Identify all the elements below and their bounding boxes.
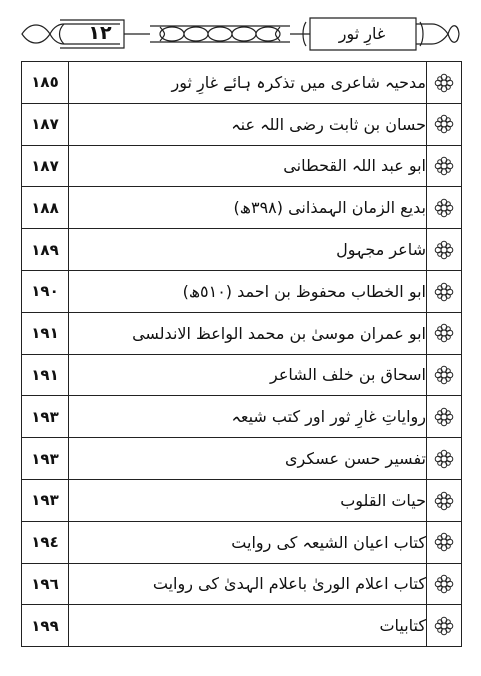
page-number-cell: ١٩١ bbox=[22, 312, 69, 354]
page-number-cell: ١٩٦ bbox=[22, 563, 69, 605]
entry-title[interactable]: شاعر مجہول bbox=[69, 229, 427, 271]
flower-icon bbox=[434, 491, 454, 511]
table-row[interactable] bbox=[22, 103, 462, 145]
page-number-cell: ١٩٤ bbox=[22, 521, 69, 563]
page-number-cell: ١٨٧ bbox=[22, 103, 69, 145]
bullet-cell bbox=[427, 521, 462, 563]
flower-icon bbox=[434, 282, 454, 302]
table-row[interactable] bbox=[22, 521, 462, 563]
table-row[interactable] bbox=[22, 62, 462, 104]
bullet-cell bbox=[427, 605, 462, 647]
entry-title[interactable]: روایاتِ غارِ ثور اور کتب شیعہ bbox=[69, 396, 427, 438]
entry-title[interactable]: ابو الخطاب محفوظ بن احمد (٥١٠ھ) bbox=[69, 270, 427, 312]
table-row[interactable] bbox=[22, 563, 462, 605]
table-row[interactable] bbox=[22, 479, 462, 521]
bullet-cell bbox=[427, 270, 462, 312]
flower-icon bbox=[434, 156, 454, 176]
flower-icon bbox=[434, 240, 454, 260]
bullet-cell bbox=[427, 354, 462, 396]
table-row[interactable] bbox=[22, 312, 462, 354]
bullet-cell bbox=[427, 438, 462, 480]
page-number-cell: ١٩٠ bbox=[22, 270, 69, 312]
entry-title[interactable]: اسحاق بن خلف الشاعر bbox=[69, 354, 427, 396]
entry-title[interactable]: کتاب اعلام الوریٰ باعلام الہدیٰ کی روایت bbox=[69, 563, 427, 605]
entry-title[interactable]: ابو عبد اللہ القحطانی bbox=[69, 145, 427, 187]
page-header bbox=[20, 14, 461, 54]
entry-title[interactable]: کتابیات bbox=[69, 605, 427, 647]
table-row[interactable] bbox=[22, 605, 462, 647]
flower-icon bbox=[434, 407, 454, 427]
page-number-cell: ١٨٨ bbox=[22, 187, 69, 229]
bullet-cell bbox=[427, 229, 462, 271]
page-number-cell: ١٩٣ bbox=[22, 479, 69, 521]
table-row[interactable] bbox=[22, 438, 462, 480]
page-number-cell: ١٩٣ bbox=[22, 438, 69, 480]
page-number-cell: ١٨٧ bbox=[22, 145, 69, 187]
entry-title[interactable]: کتاب اعیان الشیعہ کی روایت bbox=[69, 521, 427, 563]
flower-icon bbox=[434, 73, 454, 93]
table-row[interactable] bbox=[22, 270, 462, 312]
bullet-cell bbox=[427, 145, 462, 187]
table-row[interactable] bbox=[22, 187, 462, 229]
table-of-contents bbox=[21, 61, 462, 647]
flower-icon bbox=[434, 198, 454, 218]
bullet-cell bbox=[427, 563, 462, 605]
table-row[interactable] bbox=[22, 229, 462, 271]
table-row[interactable] bbox=[22, 354, 462, 396]
bullet-cell bbox=[427, 62, 462, 104]
bullet-cell bbox=[427, 103, 462, 145]
flower-icon bbox=[434, 616, 454, 636]
page-number-cell: ١٩٣ bbox=[22, 396, 69, 438]
entry-title[interactable]: بدیع الزمان الہمذانی (٣٩٨ھ) bbox=[69, 187, 427, 229]
bullet-cell bbox=[427, 187, 462, 229]
entry-title[interactable]: حسان بن ثابت رضی اللہ عنہ bbox=[69, 103, 427, 145]
page-number-cell: ١٨٩ bbox=[22, 229, 69, 271]
entry-title[interactable]: مدحیہ شاعری میں تذکرہ ہائے غارِ ثور bbox=[69, 62, 427, 104]
entry-title[interactable]: تفسیر حسن عسکری bbox=[69, 438, 427, 480]
bullet-cell bbox=[427, 312, 462, 354]
page-number-cell: ١٩١ bbox=[22, 354, 69, 396]
flower-icon bbox=[434, 449, 454, 469]
flower-icon bbox=[434, 365, 454, 385]
flower-icon bbox=[434, 114, 454, 134]
page-number-cell: ١٨٥ bbox=[22, 62, 69, 104]
bullet-cell bbox=[427, 396, 462, 438]
table-row[interactable] bbox=[22, 396, 462, 438]
page-number-cell: ١٩٩ bbox=[22, 605, 69, 647]
flower-icon bbox=[434, 532, 454, 552]
entry-title[interactable]: حیات القلوب bbox=[69, 479, 427, 521]
page-number: ١٢ bbox=[88, 22, 112, 44]
bullet-cell bbox=[427, 479, 462, 521]
flower-icon bbox=[434, 574, 454, 594]
entry-title[interactable]: ابو عمران موسیٰ بن محمد الواعظ الاندلسی bbox=[69, 312, 427, 354]
table-row[interactable] bbox=[22, 145, 462, 187]
book-title: غارِ ثور bbox=[338, 23, 386, 43]
flower-icon bbox=[434, 323, 454, 343]
